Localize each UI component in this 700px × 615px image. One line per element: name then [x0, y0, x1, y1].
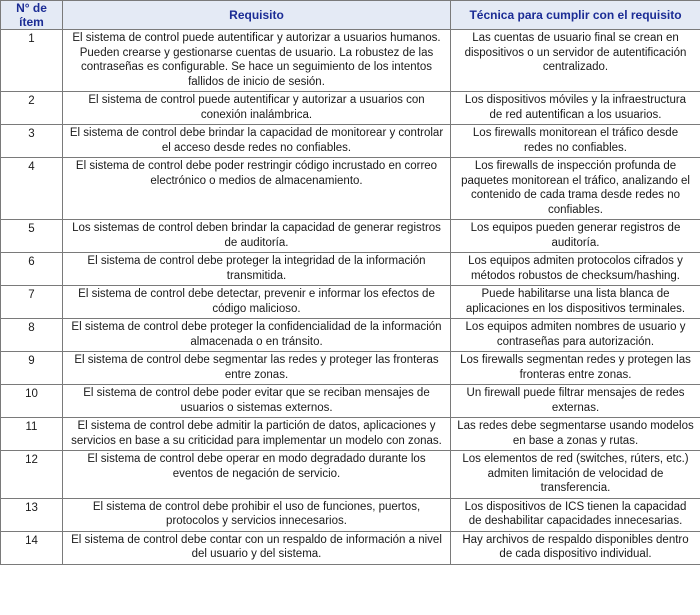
- item-number: 14: [1, 531, 63, 564]
- item-number: 8: [1, 319, 63, 352]
- requirement-cell: El sistema de control debe brindar la capacidad de monitorear y controlar el acceso desde redes no confiables.: [63, 125, 451, 158]
- item-number: 13: [1, 498, 63, 531]
- technique-cell: Puede habilitarse una lista blanca de aplicaciones en los dispositivos terminales.: [451, 286, 700, 319]
- item-number: 9: [1, 352, 63, 385]
- table-row: [1, 30, 700, 92]
- requirement-cell: El sistema de control debe poder evitar que se reciban mensajes de usuarios o sistemas externos.: [63, 385, 451, 418]
- header-technique: Técnica para cumplir con el requisito: [451, 1, 700, 30]
- requirement-cell: El sistema de control debe prohibir el uso de funciones, puertos, protocolos y servicios innecesarios.: [63, 498, 451, 531]
- table-row: [1, 253, 700, 286]
- table-row: [1, 385, 700, 418]
- requirement-cell: El sistema de control debe proteger la integridad de la información transmitida.: [63, 253, 451, 286]
- item-number: 4: [1, 158, 63, 220]
- table-row: [1, 498, 700, 531]
- table-row: [1, 418, 700, 451]
- requirement-cell: El sistema de control debe segmentar las redes y proteger las fronteras entre zonas.: [63, 352, 451, 385]
- requirement-cell: El sistema de control debe poder restringir código incrustado en correo electrónico o medios de almacenamiento.: [63, 158, 451, 220]
- table-header-row: [1, 1, 700, 30]
- technique-cell: Los dispositivos de ICS tienen la capacidad de deshabilitar capacidades innecesarias.: [451, 498, 700, 531]
- item-number: 5: [1, 220, 63, 253]
- header-item-number: N° de ítem: [1, 1, 63, 30]
- technique-cell: Los equipos admiten protocolos cifrados y métodos robustos de checksum/hashing.: [451, 253, 700, 286]
- item-number: 11: [1, 418, 63, 451]
- table-row: [1, 352, 700, 385]
- technique-cell: Los dispositivos móviles y la infraestructura de red autentifican a los usuarios.: [451, 92, 700, 125]
- table-row: [1, 451, 700, 499]
- technique-cell: Un firewall puede filtrar mensajes de redes externas.: [451, 385, 700, 418]
- table-row: [1, 125, 700, 158]
- item-number: 10: [1, 385, 63, 418]
- requirement-cell: El sistema de control puede autentificar y autorizar a usuarios con conexión inalámbrica.: [63, 92, 451, 125]
- item-number: 12: [1, 451, 63, 499]
- technique-cell: Las redes debe segmentarse usando modelos en base a zonas y rutas.: [451, 418, 700, 451]
- technique-cell: Las cuentas de usuario final se crean en dispositivos o un servidor de autentificación centralizado.: [451, 30, 700, 92]
- technique-cell: Los elementos de red (switches, rúters, etc.) admiten limitación de velocidad de transferencia.: [451, 451, 700, 499]
- technique-cell: Los equipos admiten nombres de usuario y contraseñas para autorización.: [451, 319, 700, 352]
- requirement-cell: El sistema de control puede autentificar y autorizar a usuarios humanos. Pueden crearse y gestionarse cuentas de usuario. La robustez de las contraseñas es configurable. Se hace un seguimiento de los intentos fallidos de inicio de sesión.: [63, 30, 451, 92]
- table-row: [1, 220, 700, 253]
- technique-cell: Los equipos pueden generar registros de auditoría.: [451, 220, 700, 253]
- table-row: [1, 531, 700, 564]
- table-row: [1, 319, 700, 352]
- table-row: [1, 286, 700, 319]
- requirement-cell: El sistema de control debe contar con un respaldo de información a nivel del usuario y del sistema.: [63, 531, 451, 564]
- item-number: 6: [1, 253, 63, 286]
- requirement-cell: El sistema de control debe admitir la partición de datos, aplicaciones y servicios en base a su criticidad para implementar un modelo con zonas.: [63, 418, 451, 451]
- requirement-cell: El sistema de control debe proteger la confidencialidad de la información almacenada o en tránsito.: [63, 319, 451, 352]
- technique-cell: Los firewalls de inspección profunda de paquetes monitorean el tráfico, analizando el contenido de cada trama desde redes no confiables.: [451, 158, 700, 220]
- table-row: [1, 158, 700, 220]
- item-number: 7: [1, 286, 63, 319]
- table-row: [1, 92, 700, 125]
- requirement-cell: El sistema de control debe operar en modo degradado durante los eventos de negación de servicio.: [63, 451, 451, 499]
- item-number: 2: [1, 92, 63, 125]
- requirement-cell: El sistema de control debe detectar, prevenir e informar los efectos de código malicioso.: [63, 286, 451, 319]
- technique-cell: Hay archivos de respaldo disponibles dentro de cada dispositivo individual.: [451, 531, 700, 564]
- item-number: 1: [1, 30, 63, 92]
- item-number: 3: [1, 125, 63, 158]
- requirement-cell: Los sistemas de control deben brindar la capacidad de generar registros de auditoría.: [63, 220, 451, 253]
- technique-cell: Los firewalls segmentan redes y protegen las fronteras entre zonas.: [451, 352, 700, 385]
- header-requirement: Requisito: [63, 1, 451, 30]
- technique-cell: Los firewalls monitorean el tráfico desde redes no confiables.: [451, 125, 700, 158]
